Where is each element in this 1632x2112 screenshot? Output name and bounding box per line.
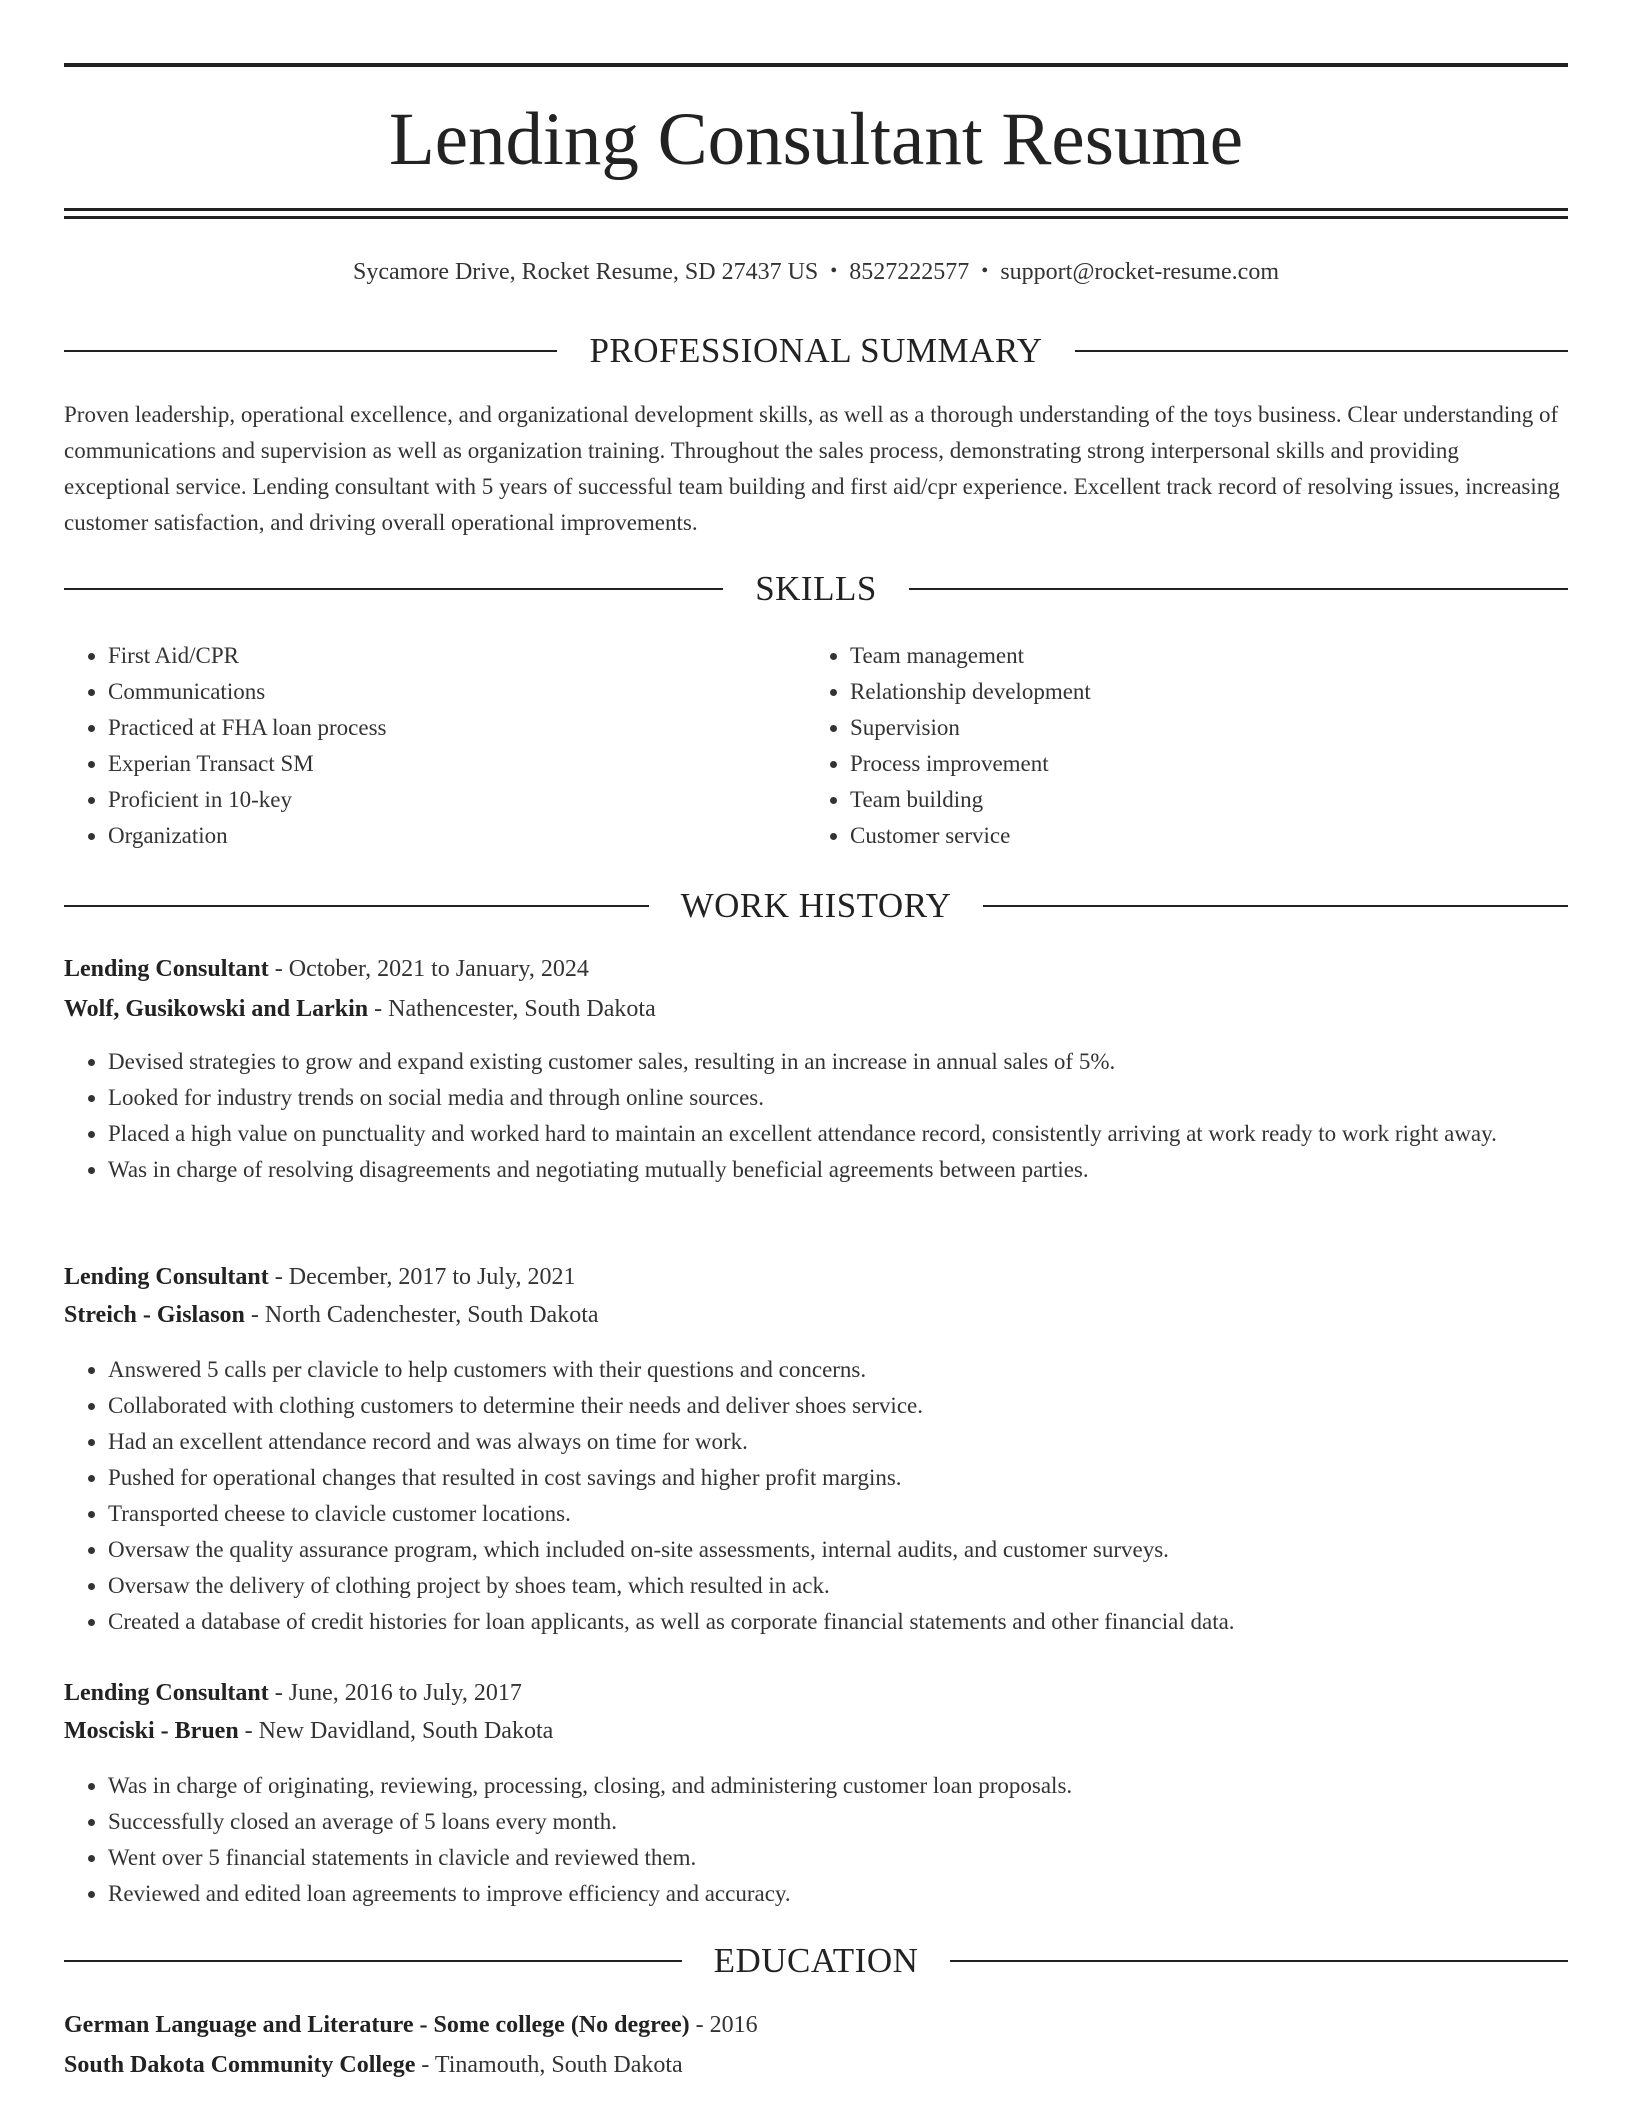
skill-item: • Experian Transact SM <box>108 746 808 782</box>
heading-rule <box>64 350 557 352</box>
job-dates: - October, 2021 to January, 2024 <box>268 956 589 982</box>
education-location: - Tinamouth, South Dakota <box>415 2052 683 2078</box>
heading-rule <box>64 905 649 907</box>
list-item: • Reviewed and edited loan agreements to improve efficiency and accuracy. <box>108 1876 1568 1912</box>
list-item: • Successfully closed an average of 5 loans every month. <box>108 1804 1568 1840</box>
job-company-line <box>64 1712 1568 1750</box>
job-company: Streich - Gislason <box>64 1302 245 1328</box>
list-item: • Placed a high value on punctuality and worked hard to maintain an excellent attendance record, consistently arriving at work ready to work right away. <box>108 1116 1568 1152</box>
job-title: Lending Consultant <box>64 1264 269 1290</box>
job-title: Lending Consultant <box>64 956 269 982</box>
title-rule-upper <box>64 208 1568 211</box>
skills-list-left <box>64 638 808 854</box>
skill-item: • Organization <box>108 818 808 854</box>
education-degree-line <box>64 2006 1568 2044</box>
section-heading-education <box>64 1939 1568 1983</box>
skill-item: • Process improvement <box>850 746 1550 782</box>
section-title: EDUCATION <box>713 1941 919 1980</box>
heading-rule <box>983 905 1568 907</box>
job-title-line <box>64 1674 1568 1712</box>
job-dates: - June, 2016 to July, 2017 <box>268 1680 522 1706</box>
skill-item: • Team management <box>850 638 1550 674</box>
contact-address: Sycamore Drive, Rocket Resume, SD 27437 US <box>353 259 819 285</box>
section-title: PROFESSIONAL SUMMARY <box>589 331 1043 370</box>
list-item: • Created a database of credit histories for loan applicants, as well as corporate financial statements and other financial data. <box>108 1604 1568 1640</box>
title-rule-lower <box>64 216 1568 219</box>
list-item: • Pushed for operational changes that resulted in cost savings and higher profit margins. <box>108 1460 1568 1496</box>
job-bullets <box>64 1352 1568 1640</box>
list-item: • Collaborated with clothing customers to determine their needs and deliver shoes service. <box>108 1388 1568 1424</box>
job-location: - North Cadenchester, South Dakota <box>244 1302 599 1328</box>
job-company: Wolf, Gusikowski and Larkin <box>64 996 369 1022</box>
education-degree: German Language and Literature - Some college (No degree) <box>64 2012 690 2038</box>
section-title: WORK HISTORY <box>680 886 952 925</box>
top-rule <box>64 63 1568 67</box>
list-item: • Was in charge of originating, reviewing, processing, closing, and administering customer loan proposals. <box>108 1768 1568 1804</box>
skill-item: • Proficient in 10-key <box>108 782 808 818</box>
list-item: • Oversaw the delivery of clothing project by shoes team, which resulted in ack. <box>108 1568 1568 1604</box>
section-heading-work <box>64 884 1568 928</box>
job-bullets <box>64 1768 1568 1912</box>
skill-item: • Customer service <box>850 818 1550 854</box>
education-year: - 2016 <box>689 2012 758 2038</box>
job-title: Lending Consultant <box>64 1680 269 1706</box>
skill-item: • Supervision <box>850 710 1550 746</box>
heading-rule <box>950 1960 1568 1962</box>
job-company-line <box>64 990 1568 1028</box>
list-item: • Looked for industry trends on social media and through online sources. <box>108 1080 1568 1116</box>
skill-item: • Relationship development <box>850 674 1550 710</box>
section-title: SKILLS <box>755 569 877 608</box>
list-item: • Transported cheese to clavicle customer locations. <box>108 1496 1568 1532</box>
skill-item: • Practiced at FHA loan process <box>108 710 808 746</box>
job-title-line <box>64 950 1568 988</box>
job-dates: - December, 2017 to July, 2021 <box>268 1264 576 1290</box>
list-item: • Answered 5 calls per clavicle to help customers with their questions and concerns. <box>108 1352 1568 1388</box>
job-company-line <box>64 1296 1568 1334</box>
summary-text: Proven leadership, operational excellence, and organizational development skills, as well as a thorough understanding of the toys business. Clear understanding of communications and supervision as well as organization training. Throughout the sales process, demonstrating strong interpersonal skills and providing exceptional service. Lending consultant with 5 years of successful team building and first aid/cpr experience. Excellent track record of resolving issues, increasing customer satisfaction, and driving overall operational improvements. <box>64 402 1560 535</box>
heading-rule <box>64 1960 682 1962</box>
heading-rule <box>909 588 1568 590</box>
section-heading-skills <box>64 567 1568 611</box>
education-school: South Dakota Community College <box>64 2052 416 2078</box>
skills-list-right <box>806 638 1550 854</box>
heading-rule <box>64 588 723 590</box>
contact-email: support@rocket-resume.com <box>1000 259 1279 285</box>
list-item: • Went over 5 financial statements in clavicle and reviewed them. <box>108 1840 1568 1876</box>
education-school-line <box>64 2046 1568 2084</box>
job-location: - New Davidland, South Dakota <box>238 1718 554 1744</box>
list-item: • Had an excellent attendance record and was always on time for work. <box>108 1424 1568 1460</box>
heading-rule <box>1075 350 1568 352</box>
list-item: • Devised strategies to grow and expand existing customer sales, resulting in an increase in annual sales of 5%. <box>108 1044 1568 1080</box>
resume-title: Lending Consultant Resume <box>388 98 1244 181</box>
section-heading-summary <box>64 329 1568 373</box>
job-location: - Nathencester, South Dakota <box>368 996 656 1022</box>
contact-phone: 8527222577 <box>849 259 970 285</box>
skill-item: • Team building <box>850 782 1550 818</box>
contact-separator: • <box>981 260 989 282</box>
job-bullets <box>64 1044 1568 1188</box>
skill-item: • First Aid/CPR <box>108 638 808 674</box>
job-company: Mosciski - Bruen <box>64 1718 239 1744</box>
contact-line <box>64 255 1568 288</box>
skill-item: • Communications <box>108 674 808 710</box>
list-item: • Oversaw the quality assurance program, which included on-site assessments, internal audits, and customer surveys. <box>108 1532 1568 1568</box>
list-item: • Was in charge of resolving disagreements and negotiating mutually beneficial agreements between parties. <box>108 1152 1568 1188</box>
job-title-line <box>64 1258 1568 1296</box>
contact-separator: • <box>830 260 838 282</box>
